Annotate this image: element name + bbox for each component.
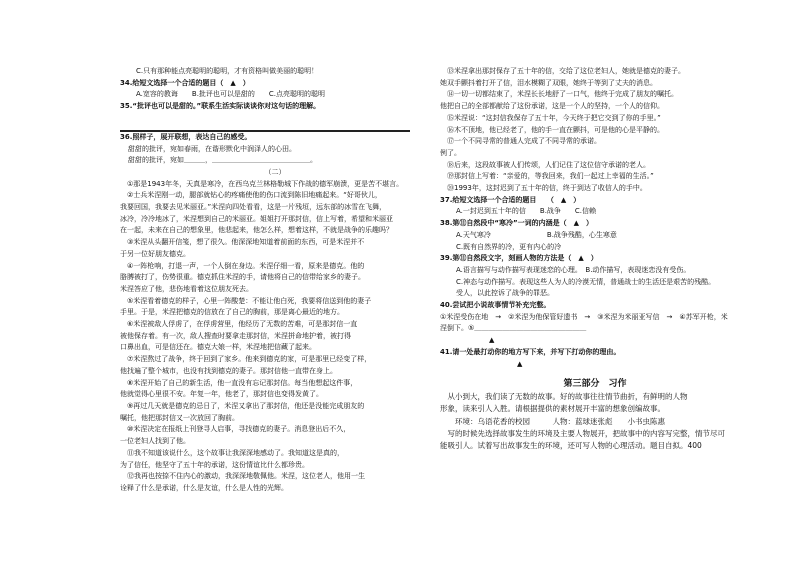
answer-blank-line	[120, 119, 410, 132]
text-line: 38.第⑪自然段中“寒冷”一词的内涵是（ ▲ ）	[440, 219, 593, 228]
text-line: ⑦米涅熬过了战争，终于回到了家乡。他来到德克的家，可是那里已经变了样，	[120, 355, 372, 364]
text-line: A.语言描写与动作描写表现迷恋的心理。 B.动作描写，表现迷恋没有受伤。	[456, 265, 691, 274]
text-line: 甜甜的批评，宛如＿＿＿，＿＿＿＿＿＿＿＿＿＿＿＿＿＿。	[128, 156, 317, 165]
text-line: 一位老妇人找到了他。	[120, 437, 190, 446]
text-line: 他找遍了整个城市，也没有找到德克的妻子。那封信他一直带在身上。	[120, 366, 337, 375]
text-line: 35.“批评也可以是甜的。”联系生活实际谈谈你对这句话的理解。	[120, 102, 321, 111]
composition-prompt	[440, 391, 750, 452]
text-line: 他就觉得心里很不安。年复一年，他老了，那封信也变得发黄了。	[120, 390, 323, 399]
text-line: 34.给短文选择一个合适的题目（ ▲ ）	[120, 78, 250, 87]
text-line: A.天气寒冷 B.战争残酷，心生寒意	[456, 230, 617, 239]
text-line: 他把自己的全部都献给了这份承诺，这是一个人的坚持，一个人的信仰。	[440, 102, 664, 111]
text-line: A.宽容的教诲 B.批评也可以是甜的 C.点亮聪明的聪明	[136, 90, 326, 99]
text-line: ①米涅受伤在地 → ②米涅为他保管好遗书 → ③米涅为米丽亚写信 → ④苏军开枪，米	[440, 312, 728, 321]
text-line: 40.尝试把小说故事情节补充完整。	[440, 301, 551, 310]
composition-line: 环境：乌语花香的校园 人物：蓝球迷张彪 小书虫陈惠	[440, 416, 665, 426]
part-three-title: 第三部分 习作	[563, 379, 627, 390]
text-line: 手里。于是，米涅把德克的信放在了自己的胸前，那是离心最近的地方。	[120, 308, 344, 317]
text-line: 胳膊被打了，伤势很重。德克抓住米涅的手，请他将自己的信带给家乡的妻子。	[120, 273, 365, 282]
text-line: 冰冷，冷冷地冰了，米涅想到自己的米丽亚。姐姐打开那封信，信上写着，希望和米丽亚	[120, 214, 393, 223]
text-line: 嘱托，他把那封信又一次放回了胸前。	[120, 413, 239, 422]
composition-line: 写的时候先选择故事发生的环境及主要人物展开，把故事中的内容写完整，情节尽可	[440, 428, 725, 438]
text-line: ▲	[440, 359, 523, 368]
text-line: ⑧米涅开始了自己的新生活，他一直没有忘记那封信。每当他想起这件事，	[120, 378, 358, 387]
text-line: ⑤米涅看着德克的样子，心里一阵酸楚：不能让他白死，我要将信送到他的妻子	[120, 296, 372, 305]
text-line: ⑫我再也按捺不住内心的激动，我深深地敬佩他。米涅，这位老人，他用一生	[120, 472, 365, 481]
text-line: A.一封迟到五十年的信 B.战争 C.信赖	[456, 207, 597, 216]
text-line: 我要回国，我要去见米丽亚。”米涅向四处看看，这是一片残垣，远东部的冰雪在飞舞，	[120, 203, 387, 212]
text-line: 口鼻出血，可是信还在。德克大娘一样，米涅地把信藏了起来。	[120, 343, 316, 352]
right-column	[440, 66, 750, 452]
text-line: 36.照样子，展开联想，表达自己的感受。	[120, 132, 252, 141]
text-line: 于另一位好朋友德克。	[120, 249, 190, 258]
text-line: 被他保存着。有一次，敌人搜查时要拿走那封信，米涅拼命地护着，被打得	[120, 331, 351, 340]
text-line: 米涅答应了他，悲伤地看着这位朋友死去。	[120, 284, 253, 293]
text-line: （二）	[264, 167, 286, 176]
text-line: ④一阵枪响，打退一声，一个人倒在身边。米涅仔细一看，原来是德克。他的	[120, 261, 365, 270]
text-line: C.只有那种能点亮聪明的聪明，才有资格叫做美丽的聪明！	[136, 67, 319, 75]
text-line: 甜甜的批评，宛如春雨，在谐形默化中润泽人的心田。	[128, 144, 296, 153]
text-line: 受人，以此控诉了战争的罪恶。	[456, 289, 554, 298]
text-line: 为了信任，他坚守了五十年的承诺，这份情谊比什么都珍贵。	[120, 460, 309, 469]
text-line: ③米涅从头翻开信笺，想了很久。他深深地知道着前面的东西，可是米涅并不	[120, 238, 365, 247]
text-line: 诠释了什么是承诺，什么是友谊，什么是人性的光辉。	[120, 483, 288, 492]
text-line: 37.给短文选择一个合适的题目 （ ▲ ）	[440, 195, 581, 204]
composition-line: 从小到大，我们读了无数的故事。好的故事往往情节曲折，有鲜明的人物	[440, 392, 688, 402]
right-questions	[440, 66, 750, 370]
text-line: C.神态与动作描写。表现这些人为人的冷漠无情，普通战士的生活还是艰苦的残酷。	[456, 277, 716, 286]
text-line: 例了。	[440, 148, 461, 157]
text-line: ⑭一切一切都结束了，米涅长长地舒了一口气，他终于完成了朋友的嘱托。	[440, 90, 678, 99]
text-line: ▲	[440, 336, 495, 345]
text-line: ⑱后来，这段故事被人们传颂，人们记住了这位信守承诺的老人。	[440, 160, 650, 169]
text-line: C.既有自然界的冷，更有内心的冷	[456, 242, 562, 251]
text-line: ①那是1943年冬，天真是寒冷，在西乌克兰林格勒城下作战的德军崩溃，更是苦不堪言。	[120, 179, 404, 188]
composition-line: 形象，读来引人入胜。请根据提供的素材展开丰富的想象创编故事。	[440, 404, 665, 414]
text-line: 她双手颤抖着打开了信，泪水模糊了双眼，她终于等到了丈夫的消息。	[440, 78, 657, 87]
text-line: 41.请一处最打动你的地方写下来，并写下打动你的理由。	[440, 347, 621, 356]
text-line: ⑬米涅拿出那封保存了五十年的信，交给了这位老妇人，她就是德克的妻子。	[440, 67, 685, 75]
text-line: ⑰一个不同寻常的普通人完成了不同寻常的承诺。	[440, 137, 601, 146]
text-line: ②士兵米涅刚一动，腿部就钻心的疼痛使他的伤口流到陈旧地痛起来。“好哥伙儿，	[120, 191, 382, 200]
composition-line: 能吸引人。试着写出故事发生的环境，还可写人物的心理活动。题目自拟。400	[440, 441, 702, 451]
text-line: ⑩米涅决定在报纸上刊登寻人启事，寻找德克的妻子。消息登出后不久，	[120, 425, 351, 434]
text-line: 39.第⑪自然段文字，刻画人物的方法是（ ▲ ）	[440, 254, 598, 263]
text-line: ⑪我不知道该说什么，这个故事让我深深地感动了。我知道这是真的，	[120, 448, 344, 457]
text-line: ⑮米涅说：“这封信我保存了五十年，今天终于把它交到了你的手里。”	[440, 113, 661, 122]
text-line: ⑨再过几天就是德克的忌日了，米涅又拿出了那封信，他还是没能完成朋友的	[120, 401, 365, 410]
text-line: ⑥米涅被敌人俘虏了，在俘虏营里，他经历了无数的苦难，可是那封信一直	[120, 320, 358, 329]
left-column	[120, 66, 430, 495]
text-line: ⑳1993年，这封迟到了五十年的信，终于到达了收信人的手中。	[440, 184, 647, 193]
text-line: 在一起，未来在自己的想象里，他悲起来，他怎么样，想着这样，不就是战争的乐趣吗？	[120, 226, 393, 235]
text-line: ⑯木不顶地，他已经老了，他的手一直在颤抖，可是他的心是平静的。	[440, 125, 664, 134]
text-line: ⑲那封信上写着：“亲爱的，等我回来，我们一起过上幸福的生活。”	[440, 172, 654, 181]
text-line: 涅倒下。⑤＿＿＿＿＿＿＿＿＿＿＿＿＿＿＿＿	[440, 324, 587, 333]
